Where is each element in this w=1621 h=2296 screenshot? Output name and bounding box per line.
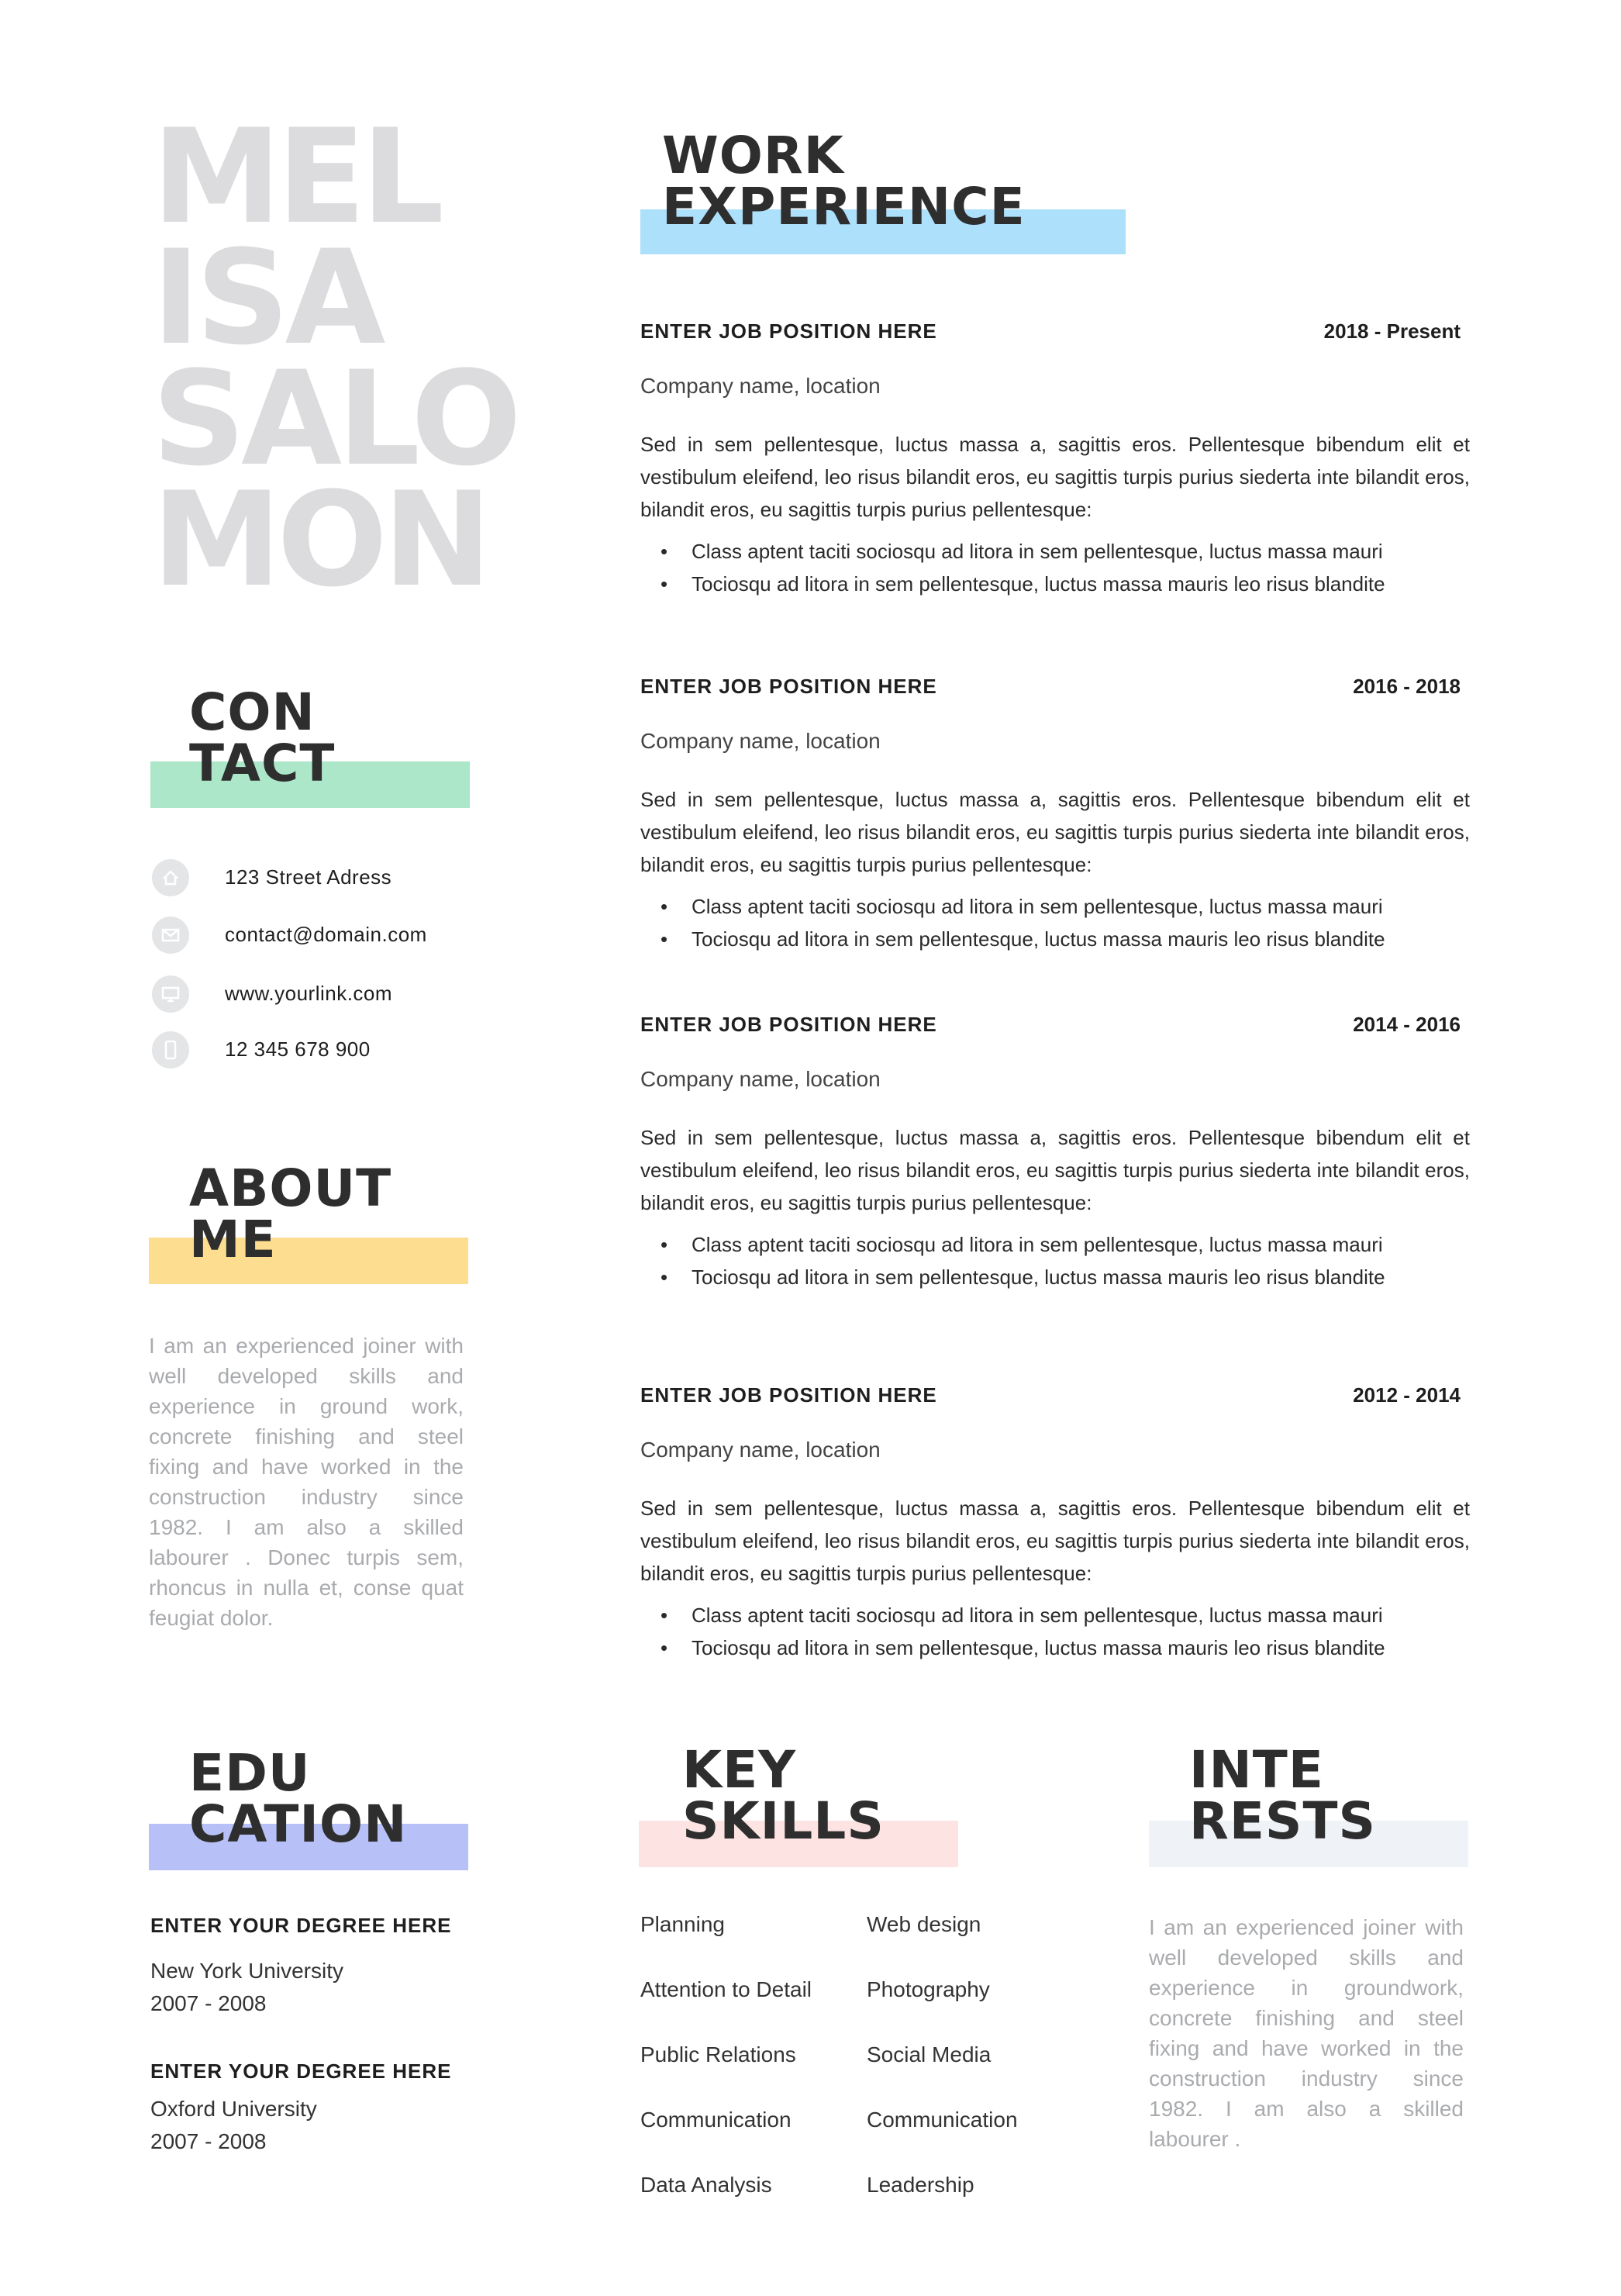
- list-item: • Tociosqu ad litora in sem pellentesque, luctus massa mauris leo risus blandite: [660, 572, 1385, 596]
- job-entry-2: [640, 675, 1474, 954]
- job-description: Sed in sem pellentesque, luctus massa a, sagittis eros. Pellentesque bibendum elit et vestibulum eleifend, leo risus bilandit eros, eu sagittis turpis purius siederta inte bilandit eros, bilandit eros, eu sagittis turpis purius pellentesque:: [640, 1497, 1470, 1585]
- skill-item: Leadership: [867, 2173, 974, 2197]
- education-heading-line-2: CATION: [189, 1794, 408, 1854]
- interests-heading-line-2: RESTS: [1189, 1791, 1376, 1851]
- skill-item: Communication: [867, 2108, 1018, 2132]
- about-heading: [149, 1158, 474, 1290]
- education-school-2: Oxford University: [150, 2097, 317, 2121]
- education-degree-2: ENTER YOUR DEGREE HERE: [150, 2059, 452, 2083]
- work-experience-heading: [636, 124, 1132, 264]
- name-line-4: MON: [152, 464, 488, 616]
- job-date: 2012 - 2014: [1353, 1383, 1461, 1407]
- skill-item: Web design: [867, 1912, 981, 1936]
- contact-heading-line-2: TACT: [189, 734, 336, 793]
- job-entry-1: [640, 319, 1474, 599]
- monitor-icon: [152, 975, 189, 1013]
- contact-address: [152, 859, 478, 898]
- list-item: • Class aptent taciti sociosqu ad litora in sem pellentesque, luctus massa mauri: [660, 1233, 1383, 1256]
- education-degree-1: ENTER YOUR DEGREE HERE: [150, 1914, 452, 1937]
- about-heading-line-2: ME: [189, 1210, 277, 1269]
- list-item: • Class aptent taciti sociosqu ad litora in sem pellentesque, luctus massa mauri: [660, 895, 1383, 918]
- work-heading-line-1: WORK: [662, 126, 844, 185]
- job-date: 2014 - 2016: [1353, 1013, 1461, 1036]
- job-bullets: [640, 535, 1478, 600]
- skill-item: Data Analysis: [640, 2173, 772, 2197]
- list-item: • Tociosqu ad litora in sem pellentesque, luctus massa mauris leo risus blandite: [660, 1265, 1385, 1289]
- skills-heading: [639, 1740, 964, 1872]
- job-entry-3: [640, 1013, 1474, 1292]
- education-heading: [149, 1743, 474, 1875]
- contact-phone-text: 12 345 678 900: [225, 1038, 371, 1061]
- name-line-1: MEL: [152, 101, 440, 253]
- job-description: Sed in sem pellentesque, luctus massa a, sagittis eros. Pellentesque bibendum elit et vestibulum eleifend, leo risus bilandit eros, eu sagittis turpis purius siederta inte bilandit eros, bilandit eros, eu sagittis turpis purius pellentesque:: [640, 1126, 1470, 1214]
- name-line-3: SALO: [152, 343, 517, 495]
- education-years-1: 2007 - 2008: [150, 1991, 267, 2015]
- job-date: 2016 - 2018: [1353, 675, 1461, 698]
- about-heading-line-1: ABOUT: [189, 1158, 392, 1218]
- work-heading-line-2: EXPERIENCE: [662, 177, 1026, 237]
- contact-heading-line-1: CON: [189, 682, 316, 742]
- job-company: Company name, location: [640, 374, 881, 398]
- job-position: ENTER JOB POSITION HERE: [640, 1383, 937, 1407]
- job-company: Company name, location: [640, 729, 881, 753]
- job-entry-4: [640, 1383, 1474, 1662]
- education-heading-line-1: EDU: [189, 1743, 311, 1803]
- education-school-1: New York University: [150, 1959, 343, 1983]
- contact-phone: [152, 1031, 478, 1070]
- job-date: 2018 - Present: [1323, 319, 1461, 343]
- interests-heading: [1149, 1740, 1474, 1872]
- job-position: ENTER JOB POSITION HERE: [640, 1013, 937, 1036]
- job-description: Sed in sem pellentesque, luctus massa a, sagittis eros. Pellentesque bibendum elit et vestibulum eleifend, leo risus bilandit eros, eu sagittis turpis purius siederta inte bilandit eros, bilandit eros, eu sagittis turpis purius pellentesque:: [640, 433, 1470, 521]
- skill-item: Planning: [640, 1912, 725, 1936]
- contact-email[interactable]: [152, 917, 478, 955]
- contact-website-text[interactable]: www.yourlink.com: [225, 982, 393, 1005]
- list-item: • Class aptent taciti sociosqu ad litora in sem pellentesque, luctus massa mauri: [660, 1604, 1383, 1627]
- skill-item: Social Media: [867, 2042, 992, 2066]
- job-bullets: [640, 1228, 1478, 1293]
- contact-heading: [150, 682, 476, 814]
- contact-email-text[interactable]: contact@domain.com: [225, 923, 427, 946]
- job-position: ENTER JOB POSITION HERE: [640, 675, 937, 698]
- contact-website[interactable]: [152, 975, 478, 1014]
- skills-heading-line-2: SKILLS: [682, 1791, 885, 1851]
- list-item: • Class aptent taciti sociosqu ad litora in sem pellentesque, luctus massa mauri: [660, 540, 1383, 563]
- job-description: Sed in sem pellentesque, luctus massa a, sagittis eros. Pellentesque bibendum elit et vestibulum eleifend, leo risus bilandit eros, eu sagittis turpis purius siederta inte bilandit eros, bilandit eros, eu sagittis turpis purius pellentesque:: [640, 788, 1470, 876]
- skill-item: Attention to Detail: [640, 1977, 812, 2001]
- skills-heading-line-1: KEY: [682, 1740, 797, 1800]
- job-bullets: [640, 890, 1478, 955]
- job-bullets: [640, 1599, 1478, 1664]
- resume-name: [152, 101, 517, 616]
- job-company: Company name, location: [640, 1438, 881, 1462]
- home-icon: [152, 859, 189, 896]
- interests-text: I am an experienced joiner with well developed skills and experience in groundwork, concrete finishing and steel fixing and have worked in the construction industry since 1982. I am also a skilled labourer .: [1149, 1915, 1464, 2151]
- interests-heading-line-1: INTE: [1189, 1740, 1324, 1800]
- skill-item: Photography: [867, 1977, 990, 2001]
- education-years-2: 2007 - 2008: [150, 2129, 267, 2153]
- list-item: • Tociosqu ad litora in sem pellentesque, luctus massa mauris leo risus blandite: [660, 1636, 1385, 1659]
- skill-item: Public Relations: [640, 2042, 796, 2066]
- name-line-2: ISA: [152, 222, 381, 374]
- contact-address-text: 123 Street Adress: [225, 865, 392, 889]
- envelope-icon: [152, 917, 189, 954]
- phone-icon: [152, 1031, 189, 1069]
- about-text: I am an experienced joiner with well developed skills and experience in ground work, concrete finishing and steel fixing and have worked in the construction industry since 1982. I am also a skilled labourer . Donec turpis sem, rhoncus in nulla et, conse quat feugiat dolor.: [149, 1334, 464, 1630]
- job-position: ENTER JOB POSITION HERE: [640, 319, 937, 343]
- skill-item: Communication: [640, 2108, 792, 2132]
- list-item: • Tociosqu ad litora in sem pellentesque, luctus massa mauris leo risus blandite: [660, 927, 1385, 951]
- job-company: Company name, location: [640, 1067, 881, 1091]
